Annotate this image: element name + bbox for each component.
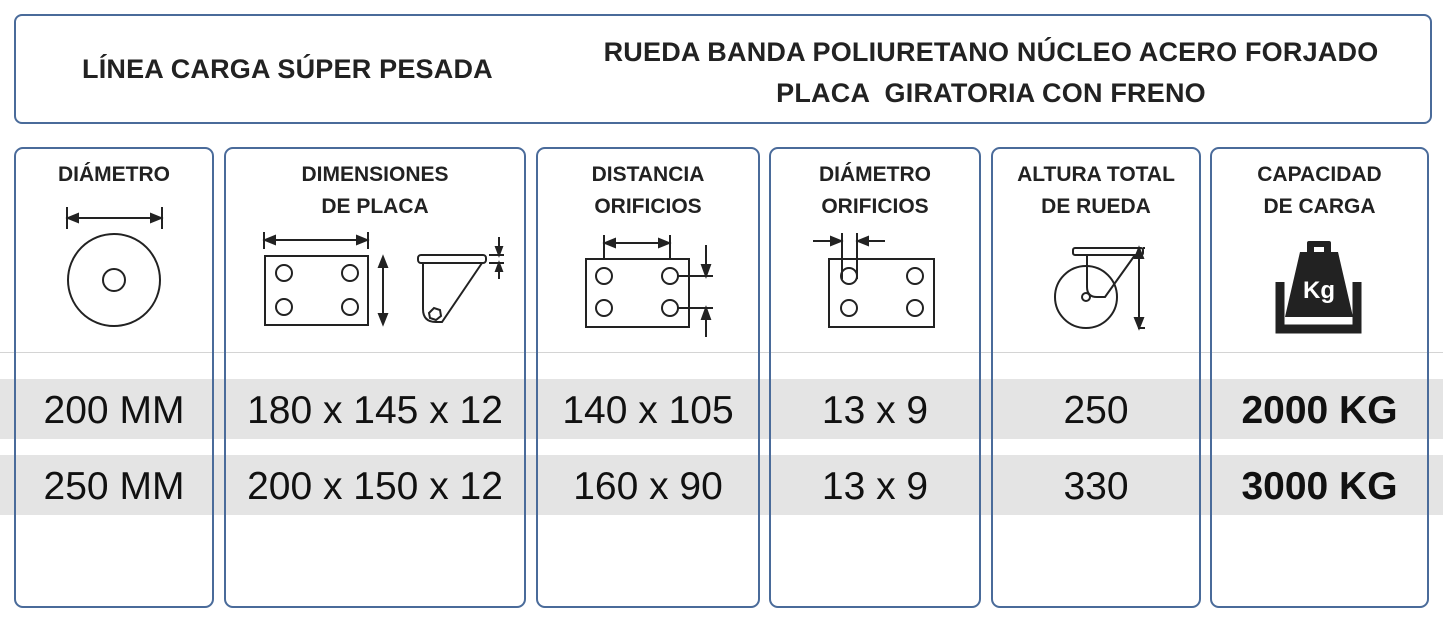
column-header-line: DE RUEDA [1041,195,1151,218]
column-header-line: ORIFICIOS [594,195,702,218]
product-description-line-1: RUEDA BANDA POLIURETANO NÚCLEO ACERO FORJADO [603,37,1379,67]
column-header-line: DE CARGA [1263,195,1376,218]
hole-distance-icon [538,149,757,349]
column-header-line: CAPACIDAD [1257,163,1382,186]
header-box [14,14,1432,124]
cell-height-row-1: 250 [1063,389,1129,432]
cell-diameter-row-1: 200 MM [43,389,185,432]
weight-kg-icon [1212,149,1426,349]
cell-distance-row-1: 140 x 105 [562,389,734,432]
cell-height-row-2: 330 [1063,465,1129,508]
column-diametro [14,147,214,608]
column-header-line: DIÁMETRO [58,163,170,186]
column-header-line: ORIFICIOS [821,195,929,218]
column-header-line: DISTANCIA [591,163,705,186]
cell-hole-diameter-row-1: 13 x 9 [821,389,929,432]
column-distancia-orificios [536,147,760,608]
column-capacidad-carga [1210,147,1429,608]
plate-dimensions-icon [226,149,523,349]
cell-plate-row-1: 180 x 145 x 12 [247,389,503,432]
cell-hole-diameter-row-2: 13 x 9 [821,465,929,508]
column-altura-total [991,147,1201,608]
cell-distance-row-2: 160 x 90 [573,465,723,508]
column-dimensiones-placa [224,147,526,608]
weight-kg-label: Kg [1303,277,1335,304]
column-header-line: DIMENSIONES [301,163,449,186]
product-description-line-2: PLACA GIRATORIA CON FRENO [776,78,1206,108]
line-title: LÍNEA CARGA SÚPER PESADA [82,54,493,84]
cell-capacity-row-2: 3000 KG [1241,465,1398,508]
column-header-line: DE PLACA [321,195,429,218]
cell-diameter-row-2: 250 MM [43,465,185,508]
wheel-height-icon [993,149,1198,349]
column-header-line: ALTURA TOTAL [1017,163,1175,186]
column-diametro-orificios [769,147,981,608]
wheel-diameter-icon [16,149,211,349]
hole-diameter-icon [771,149,978,349]
cell-capacity-row-1: 2000 KG [1241,389,1398,432]
column-header-line: DIÁMETRO [819,163,931,186]
cell-plate-row-2: 200 x 150 x 12 [247,465,503,508]
product-description [576,32,1406,114]
